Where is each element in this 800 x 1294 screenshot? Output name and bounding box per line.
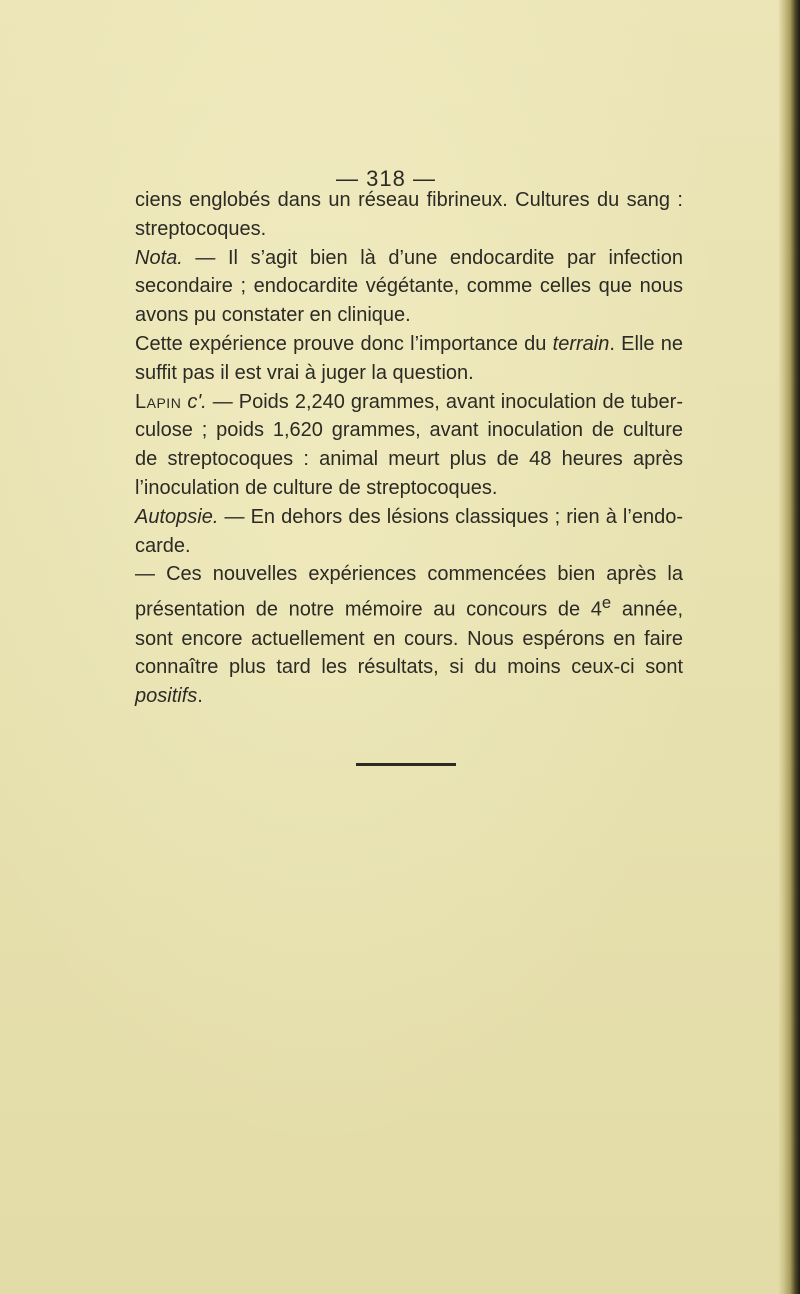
paragraph-6	[135, 560, 683, 711]
paragraph-6-end: .	[197, 685, 203, 708]
paragraph-3	[135, 330, 683, 388]
paragraph-3-start: Cette expérience prouve donc l’importance du	[135, 332, 553, 355]
paragraph-6-superscript: e	[601, 593, 612, 613]
paragraph-6-middle: année, sont encore actuellement en cours. Nous espérons en faire connaître plus tard les résultats, si du moins ceux-ci sont	[135, 598, 683, 679]
book-binding-edge	[778, 0, 800, 1294]
body-text	[135, 186, 683, 711]
paragraph-2-label: Nota.	[135, 246, 183, 269]
paragraph-2	[135, 244, 683, 330]
paragraph-5-text: — En dehors des lésions classiques ; rien à l’endocarde.	[135, 505, 683, 557]
paragraph-5-label: Autopsie.	[135, 505, 219, 528]
paragraph-6-start: — Ces nouvelles expériences commencées bien après la présentation de notre mémoire au concours de 4	[135, 563, 683, 621]
paragraph-2-text: — Il s’agit bien là d’une endocardite par infection secondaire ; endocardite végétante, comme celles que nous avons pu constater en clinique.	[135, 246, 683, 327]
paragraph-3-italic: terrain	[552, 332, 610, 355]
paragraph-4-label: Lapin	[135, 390, 182, 413]
paragraph-4-label-italic: c'.	[181, 390, 207, 413]
page-number: — 318 —	[336, 166, 436, 191]
paragraph-5	[135, 503, 683, 561]
paragraph-4	[135, 388, 683, 503]
paragraph-4-text: — Poids 2,240 grammes, avant inoculation de tuberculose ; poids 1,620 grammes, avant inoculation de culture de streptocoques : animal meurt plus de 48 heures après l’inoculation de culture de streptocoques.	[135, 390, 683, 499]
paragraph-3-end: . Elle ne suffit pas il est vrai à juger la question.	[135, 332, 684, 384]
section-end-rule	[356, 763, 456, 766]
paragraph-1: ciens englobés dans un réseau fibrineux. Cultures du sang : streptocoques.	[135, 189, 683, 240]
paragraph-6-italic: positifs	[135, 685, 198, 708]
